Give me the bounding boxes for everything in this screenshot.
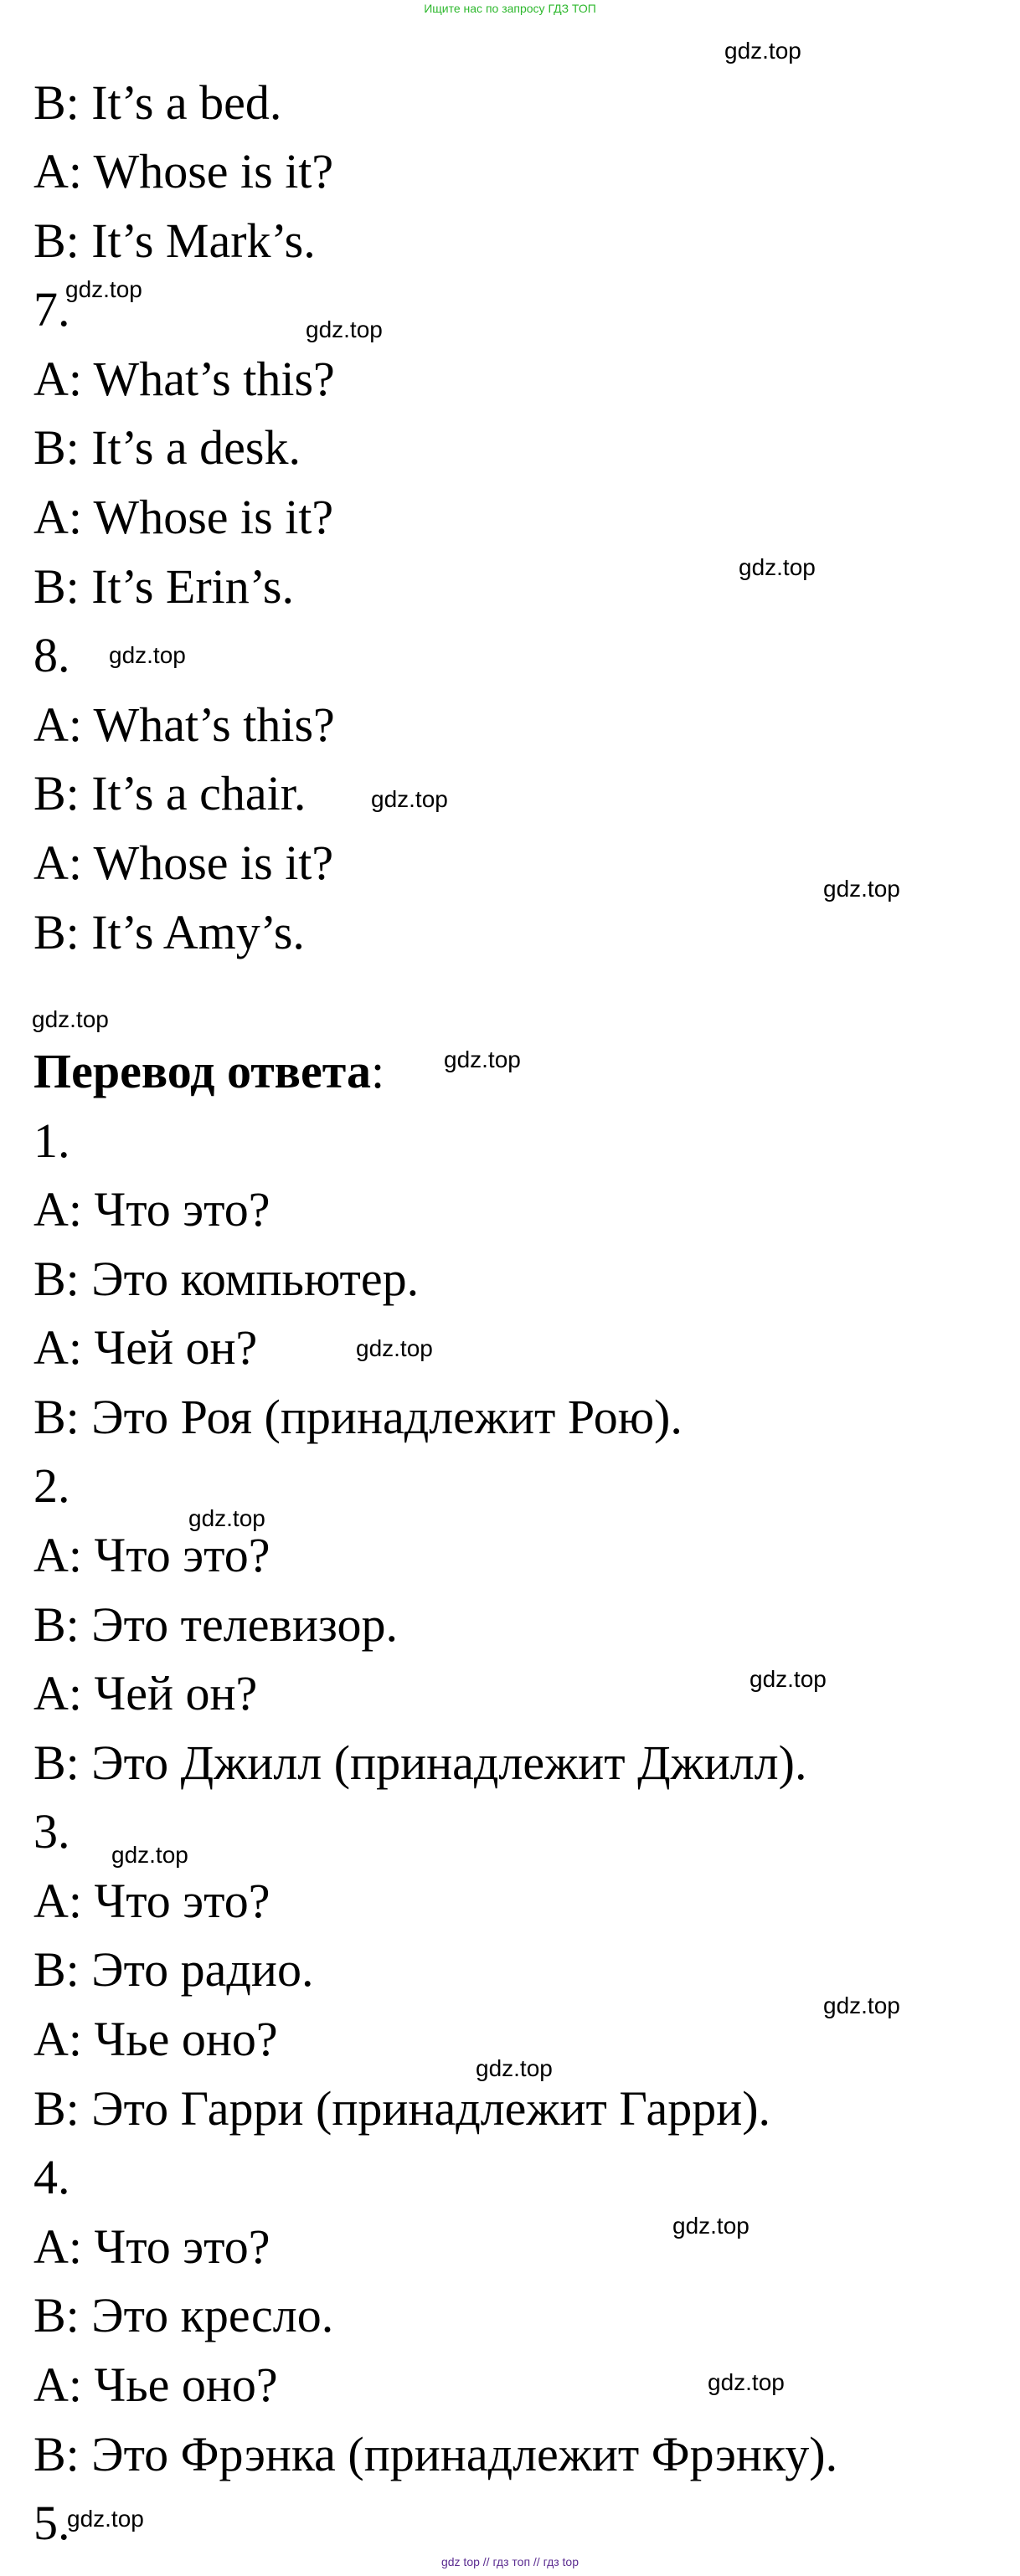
bottom-banner: gdz top // гдз топ // гдз top (440, 2555, 580, 2568)
watermark: gdz.top (306, 316, 383, 342)
dialogue-line: A: Whose is it? (33, 144, 334, 198)
dialogue-line: B: Это Джилл (принадлежит Джилл). (33, 1735, 807, 1790)
watermark: gdz.top (67, 2506, 144, 2532)
dialogue-line: A: What’s this? (33, 352, 335, 406)
watermark: gdz.top (356, 1335, 433, 1361)
watermark: gdz.top (750, 1666, 827, 1692)
watermark: gdz.top (672, 2213, 750, 2239)
top-banner: Ищите нас по запросу ГДЗ ТОП (424, 2, 596, 15)
item-number: 3. (33, 1804, 70, 1859)
dialogue-line: A: Чье оно? (33, 2357, 278, 2412)
watermark: gdz.top (739, 554, 816, 580)
watermark: gdz.top (823, 1992, 900, 2018)
item-number: 1. (33, 1113, 70, 1168)
dialogue-line: A: Whose is it? (33, 836, 334, 890)
watermark: gdz.top (32, 1006, 109, 1032)
item-number: 5. (33, 2496, 70, 2550)
dialogue-line: A: Whose is it? (33, 490, 334, 544)
item-number: 8. (33, 628, 70, 682)
watermark: gdz.top (65, 276, 142, 302)
heading-colon: : (370, 1044, 385, 1098)
dialogue-line: B: It’s a chair. (33, 766, 307, 820)
watermark: gdz.top (476, 2055, 553, 2081)
dialogue-line: A: Чье оно? (33, 2012, 278, 2066)
dialogue-line: A: Чей он? (33, 1320, 258, 1375)
watermark: gdz.top (823, 876, 900, 902)
item-number: 4. (33, 2150, 70, 2204)
watermark: gdz.top (444, 1046, 521, 1072)
dialogue-line: B: It’s a desk. (33, 420, 301, 475)
dialogue-line: B: It’s a bed. (33, 75, 282, 130)
watermark: gdz.top (111, 1842, 188, 1868)
dialogue-line: A: What’s this? (33, 697, 335, 752)
dialogue-line: B: It’s Mark’s. (33, 213, 316, 268)
dialogue-line: B: Это радио. (33, 1942, 314, 1997)
dialogue-line: B: Это Роя (принадлежит Рою). (33, 1390, 683, 1444)
item-number: 7. (33, 282, 70, 337)
dialogue-line: A: Чей он? (33, 1666, 258, 1720)
dialogue-line: B: Это Гарри (принадлежит Гарри). (33, 2081, 771, 2136)
dialogue-line: B: Это телевизор. (33, 1597, 398, 1652)
heading-text: Перевод ответа (33, 1044, 371, 1098)
dialogue-line: A: Что это? (33, 1528, 270, 1582)
dialogue-line: A: Что это? (33, 1182, 270, 1237)
watermark: gdz.top (371, 786, 448, 812)
dialogue-line: B: Это Фрэнка (принадлежит Фрэнку). (33, 2427, 838, 2481)
translation-heading (33, 1042, 384, 1101)
dialogue-line: A: Что это? (33, 2219, 270, 2274)
dialogue-line: B: It’s Erin’s. (33, 559, 294, 614)
dialogue-line: B: Это компьютер. (33, 1252, 420, 1306)
item-number: 2. (33, 1458, 70, 1513)
dialogue-line: A: Что это? (33, 1874, 270, 1928)
watermark: gdz.top (708, 2369, 785, 2395)
watermark: gdz.top (724, 38, 801, 64)
dialogue-line: B: Это кресло. (33, 2288, 334, 2342)
watermark: gdz.top (109, 642, 186, 668)
dialogue-line: B: It’s Amy’s. (33, 905, 305, 959)
watermark: gdz.top (188, 1505, 265, 1531)
